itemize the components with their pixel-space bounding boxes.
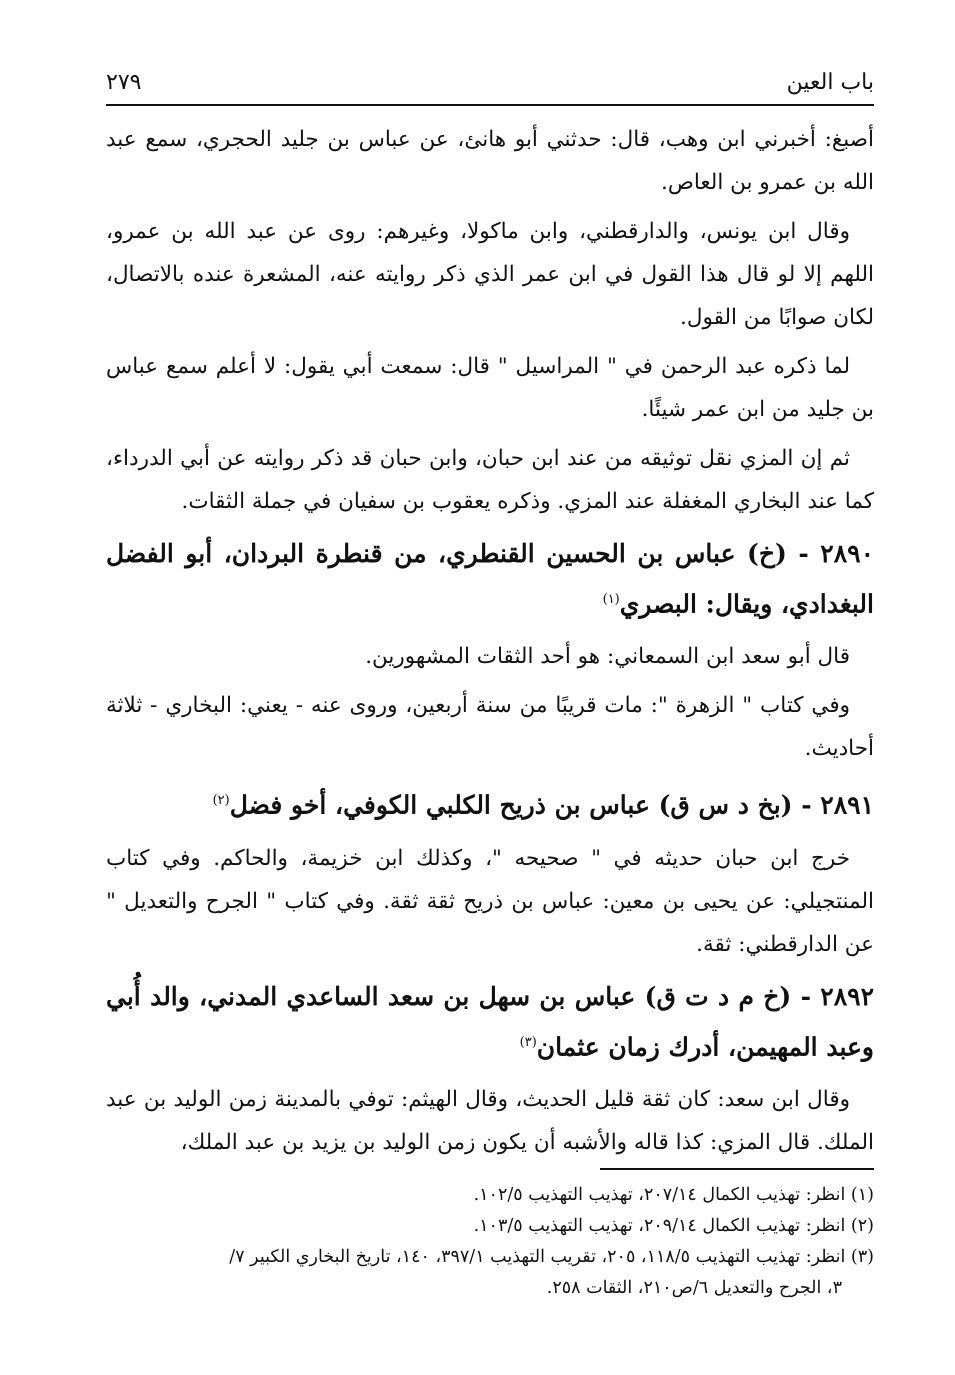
footnote-rule [600, 1168, 874, 1170]
paragraph: وقال ابن سعد: كان ثقة قليل الحديث، وقال الهيثم: توفي بالمدينة زمن الوليد بن عبد الملك. قال المزي: كذا قاله والأشبه أن يكون زمن الوليد بن يزيد بن عبد الملك، [106, 1086, 874, 1155]
paragraph: قال أبو سعد ابن السمعاني: هو أحد الثقات المشهورين. [365, 644, 850, 670]
footnote-3-continued: ٣، الجرح والتعديل ٦/ص٢١٠، الثقات ٢٥٨. [546, 1278, 842, 1298]
entry-heading-2892 [106, 974, 874, 1070]
entry-title: ٢٨٩١ - (بخ د س ق) عباس بن ذريح الكلبي الكوفي، أخو فضل [229, 790, 874, 820]
footnotes [106, 1180, 874, 1304]
footnote-marker: (٣) [519, 1034, 537, 1050]
main-text [106, 118, 874, 1170]
paragraph: أصبغ: أخبرني ابن وهب، قال: حدثني أبو هانئ، عن عباس بن جليد الحجري، سمع عبد الله بن عمرو بن العاص. [106, 127, 874, 195]
footnote-3: (٣) انظر: تهذيب التهذيب ١١٨/٥، ٢٠٥، تقريب التهذيب ٣٩٧/١، ١٤٠، تاريخ البخاري الكبير ٧/ [229, 1247, 874, 1267]
paragraph: وفي كتاب " الزهرة ": مات قريبًا من سنة أربعين، وروى عنه - يعني: البخاري - ثلاثة أحاديث. [106, 693, 874, 762]
footnote-2: (٢) انظر: تهذيب الكمال ٢٠٩/١٤، تهذيب التهذيب ١٠٣/٥. [473, 1216, 874, 1236]
entry-title: ٢٨٩٠ - (خ) عباس بن الحسين القنطري، من قنطرة البردان، أبو الفضل البغدادي، ويقال: البصري [106, 539, 874, 619]
footnote-marker: (٢) [212, 793, 230, 809]
entry-heading-2890 [106, 531, 874, 627]
paragraph: وقال ابن يونس، والدارقطني، وابن ماكولا، وغيرهم: روى عن عبد الله بن عمرو، اللهم إلا لو قال هذا القول في ابن عمر الذي ذكر روايته عنه، المشعرة عنده بالاتصال، لكان صوابًا من القول. [106, 219, 874, 330]
paragraph: خرج ابن حبان حديثه في " صحيحه "، وكذلك ابن خزيمة، والحاكم. وفي كتاب المنتجيلي: عن يحيى بن معين: عباس بن ذريح ثقة ثقة. وفي كتاب " الجرح والتعديل " عن الدارقطني: ثقة. [106, 845, 874, 957]
entry-heading-2891 [106, 778, 874, 828]
footnote-1: (١) انظر: تهذيب الكمال ٢٠٧/١٤، تهذيب التهذيب ١٠٢/٥. [473, 1185, 874, 1205]
footnote-marker: (١) [602, 592, 620, 607]
page-number: ٢٧٩ [106, 69, 142, 95]
paragraph: لما ذكره عبد الرحمن في " المراسيل " قال: سمعت أبي يقول: لا أعلم سمع عباس بن جليد من ابن عمر شيئًا. [106, 354, 874, 422]
paragraph: ثم إن المزي نقل توثيقه من عند ابن حبان، وابن حبان قد ذكر روايته عن أبي الدرداء، كما عند البخاري المغفلة عند المزي. وذكره يعقوب بن سفيان في جملة الثقات. [106, 446, 874, 514]
chapter-title: باب العين [786, 69, 874, 95]
entry-title: ٢٨٩٢ - (خ م د ت ق) عباس بن سهل بن سعد الساعدي المدني، والد أُبي وعبد المهيمن، أدرك زمان عثمان [106, 981, 874, 1061]
header-rule [106, 104, 874, 106]
running-header [106, 62, 874, 102]
